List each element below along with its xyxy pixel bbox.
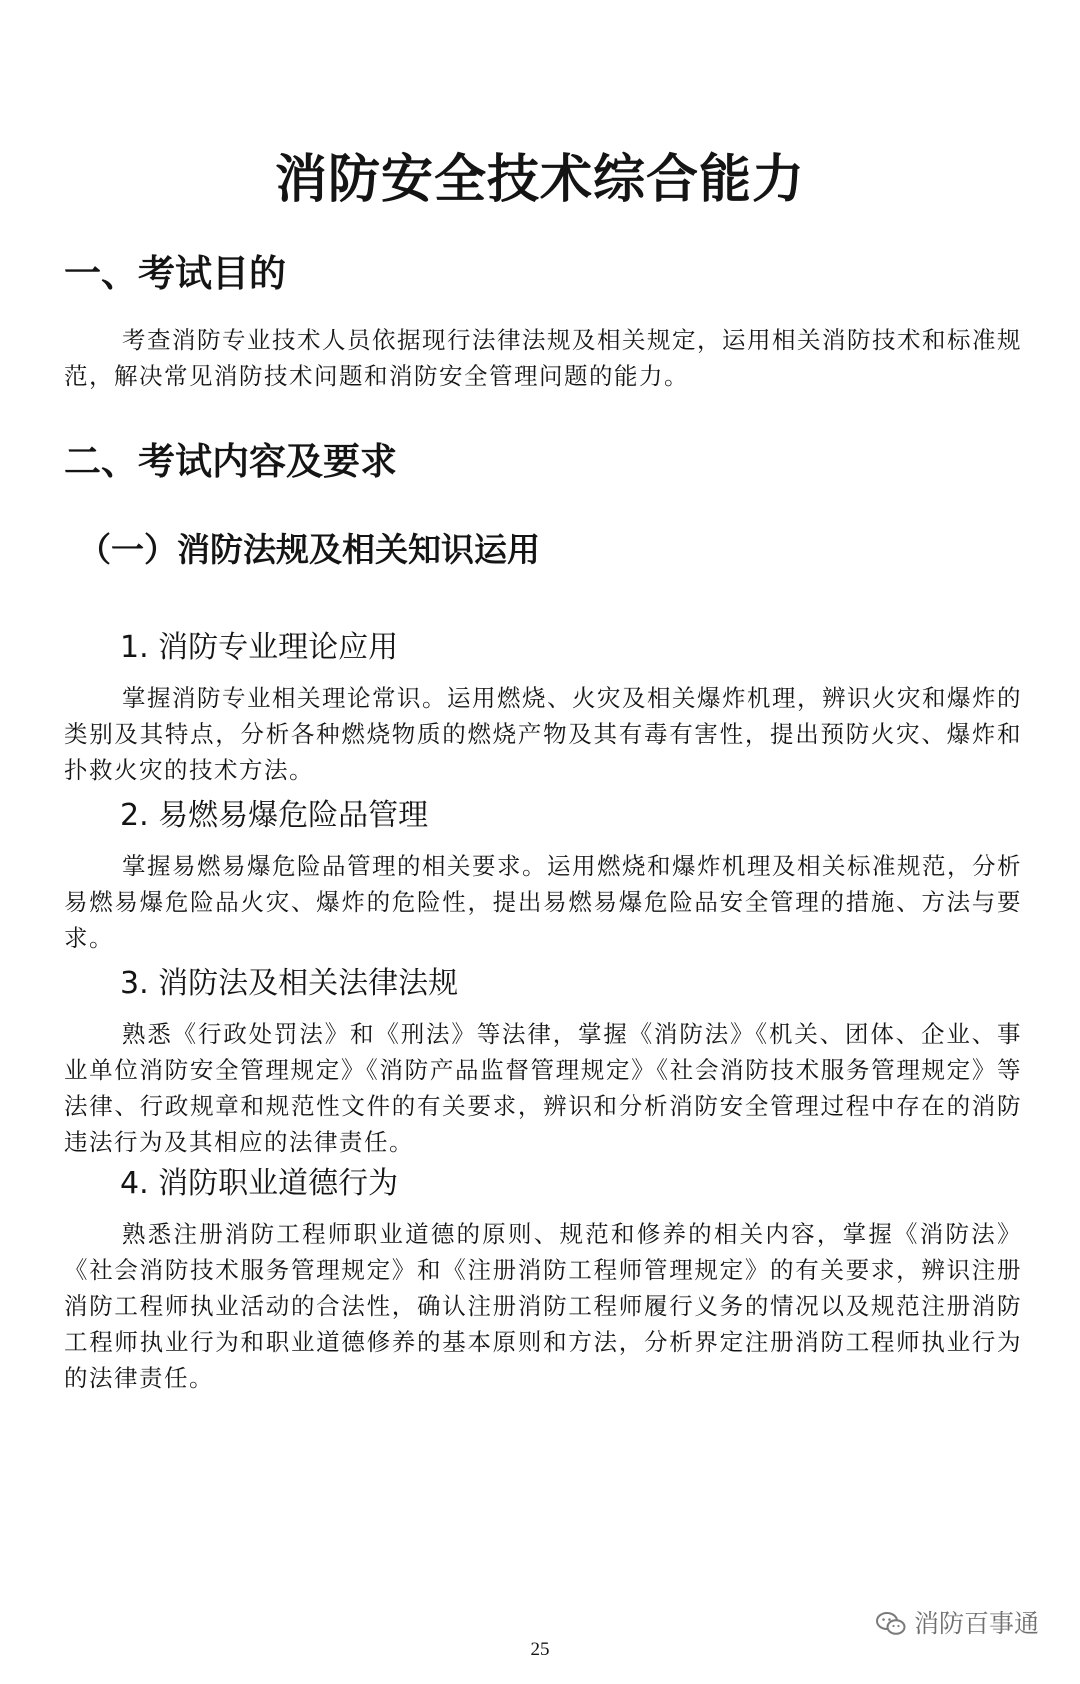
subsection-heading-regulations: （一）消防法规及相关知识运用 bbox=[78, 530, 540, 569]
paragraph-exam-purpose: 考查消防专业技术人员依据现行法律法规及相关规定，运用相关消防技术和标准规范，解决常见消防技术问题和消防安全管理问题的能力。 bbox=[64, 326, 1022, 390]
item-paragraph-1: 掌握消防专业相关理论常识。运用燃烧、火灾及相关爆炸机理，辨识火灾和爆炸的类别及其特点，分析各种燃烧物质的燃烧产物及其有毒有害性，提出预防火灾、爆炸和扑救火灾的技术方法。 bbox=[64, 684, 1022, 784]
section-heading-exam-content: 二、考试内容及要求 bbox=[64, 440, 397, 483]
page-number: 25 bbox=[530, 1639, 550, 1660]
wechat-icon bbox=[876, 1611, 906, 1637]
item-heading-2: 2. 易燃易爆危险品管理 bbox=[120, 798, 429, 833]
item-paragraph-2: 掌握易燃易爆危险品管理的相关要求。运用燃烧和爆炸机理及相关标准规范，分析易燃易爆危险品火灾、爆炸的危险性，提出易燃易爆危险品安全管理的措施、方法与要求。 bbox=[64, 852, 1022, 952]
section-heading-exam-purpose: 一、考试目的 bbox=[64, 252, 286, 295]
watermark bbox=[876, 1609, 1039, 1639]
document-title: 消防安全技术综合能力 bbox=[274, 150, 805, 210]
item-paragraph-3: 熟悉《行政处罚法》和《刑法》等法律，掌握《消防法》《机关、团体、企业、事业单位消防安全管理规定》《消防产品监督管理规定》《社会消防技术服务管理规定》等法律、行政规章和规范性文件的有关要求，辨识和分析消防安全管理过程中存在的消防违法行为及其相应的法律责任。 bbox=[64, 1020, 1022, 1156]
item-heading-4: 4. 消防职业道德行为 bbox=[120, 1166, 399, 1201]
watermark-text: 消防百事通 bbox=[914, 1609, 1040, 1638]
item-heading-3: 3. 消防法及相关法律法规 bbox=[120, 966, 459, 1001]
item-paragraph-4: 熟悉注册消防工程师职业道德的原则、规范和修养的相关内容，掌握《消防法》《社会消防技术服务管理规定》和《注册消防工程师管理规定》的有关要求，辨识注册消防工程师执业活动的合法性，确认注册消防工程师履行义务的情况以及规范注册消防工程师执业行为和职业道德修养的基本原则和方法，分析界定注册消防工程师执业行为的法律责任。 bbox=[64, 1220, 1022, 1392]
item-heading-1: 1. 消防专业理论应用 bbox=[120, 630, 399, 665]
